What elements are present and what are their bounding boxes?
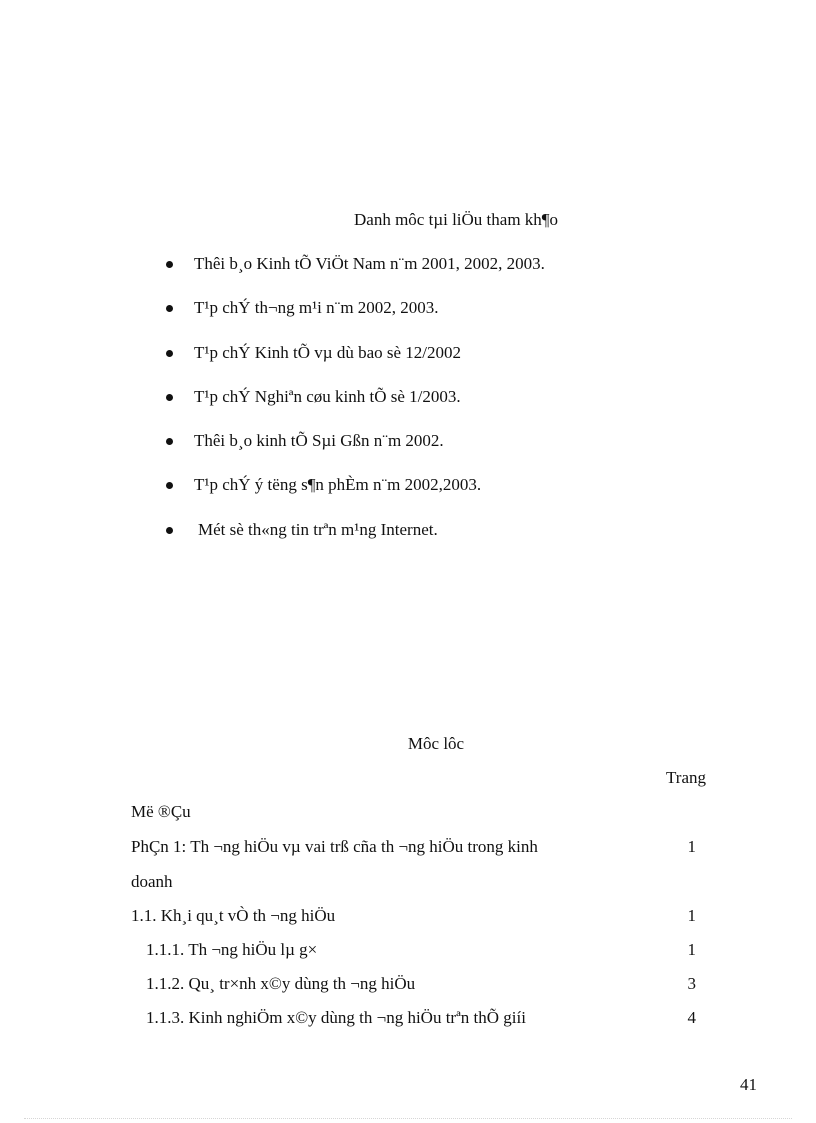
toc-entry-text: Më ®Çu (131, 802, 191, 821)
bullet-icon (166, 261, 173, 268)
toc-entry-page: 1 (687, 940, 696, 959)
reference-item (166, 475, 545, 519)
toc-entry-page: 3 (687, 974, 696, 993)
footer-divider (24, 1118, 792, 1119)
toc-entry-text: doanh (131, 872, 173, 891)
bullet-icon (166, 438, 173, 445)
toc-entry-text: 1.1.1. Th ¬ng hiÖu lµ g× (146, 940, 318, 959)
reference-text: T¹p chÝ ý tëng s¶n phÈm n¨m 2002,2003. (194, 475, 482, 495)
reference-text: Thêi b¸o kinh tÕ Sµi Gßn n¨m 2002. (194, 431, 444, 451)
reference-item (166, 298, 545, 342)
reference-item (166, 254, 545, 298)
toc-entry-text: 1.1.2. Qu¸ tr×nh x©y dùng th ¬ng hiÖu (146, 974, 416, 993)
toc-entry-text: 1.1. Kh¸i qu¸t vÒ th ¬ng hiÖu (131, 906, 336, 925)
bullet-icon (166, 527, 173, 534)
reference-text: T¹p chÝ th¬ng m¹i n¨m 2002, 2003. (194, 298, 439, 318)
toc-page-header: Trang (666, 768, 706, 787)
reference-text: T¹p chÝ Nghiªn cøu kinh tÕ sè 1/2003. (194, 386, 461, 406)
reference-item (166, 387, 545, 431)
toc-entry-page: 1 (687, 906, 696, 925)
toc-entry-page: 4 (687, 1008, 696, 1027)
toc-title: Môc lôc (407, 734, 465, 753)
bullet-icon (166, 350, 173, 357)
reference-text: Mét sè th«ng tin trªn m¹ng Internet. (198, 519, 438, 539)
toc-entry-text: PhÇn 1: Th ¬ng hiÖu vµ vai trß cña th ¬ng hiÖu trong kinh (131, 837, 538, 856)
references-title: Danh môc tµi liÖu tham kh¶o (354, 210, 558, 229)
reference-item (166, 520, 545, 564)
bullet-icon (166, 482, 173, 489)
bullet-icon (166, 305, 173, 312)
bullet-icon (166, 394, 173, 401)
reference-item (166, 431, 545, 475)
reference-text: Thêi b¸o Kinh tÕ ViÖt Nam n¨m 2001, 2002, 2003. (194, 254, 545, 273)
toc-entry-page: 1 (687, 837, 696, 856)
toc-entry-text: 1.1.3. Kinh nghiÖm x©y dùng th ¬ng hiÖu trªn thÕ giíi (146, 1008, 526, 1027)
reference-text: T¹p chÝ Kinh tÕ vµ dù bao sè 12/2002 (194, 342, 462, 362)
reference-list (166, 254, 545, 564)
page-number: 41 (740, 1075, 757, 1094)
reference-item (166, 343, 545, 387)
